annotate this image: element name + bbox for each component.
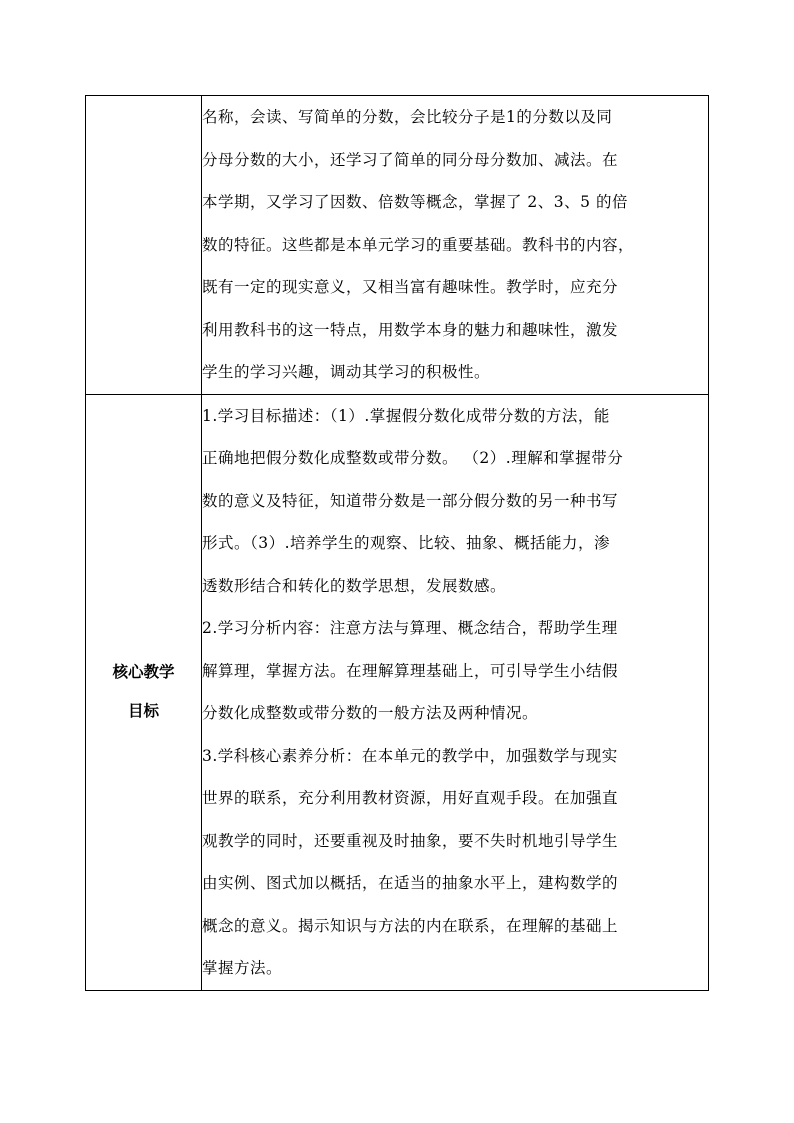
text-line: 既有一定的现实意义，又相当富有趣味性。教学时，应充分 — [202, 278, 619, 296]
text-line: 名称，会读、写简单的分数，会比较分子是1的分数以及同 — [202, 108, 613, 126]
row-label: 核心教学 — [112, 663, 175, 681]
text-line: 由实例、图式加以概括，在适当的抽象水平上，建构数学的 — [202, 874, 619, 892]
text-line: 世界的联系，充分利用教材资源，用好直观手段。在加强直 — [202, 789, 619, 807]
text-line: 分数化成整数或带分数的一般方法及两种情况。 — [202, 704, 539, 722]
row-label: 目标 — [127, 702, 159, 720]
table-row — [86, 394, 709, 990]
text-line: 数的意义及特征，知道带分数是一部分假分数的另一种书写 — [202, 491, 619, 510]
text-line: 2.学习分析内容：注意方法与算理、概念结合，帮助学生理 — [202, 619, 618, 637]
text-line: 掌握方法。 — [202, 959, 283, 977]
text-line: 分母分数的大小，还学习了简单的同分母分数加、减法。在 — [202, 150, 619, 169]
table-row — [86, 96, 709, 395]
text-line: 形式。（3）.培养学生的观察、比较、抽象、概括能力，渗 — [202, 534, 611, 552]
text-line: 正确地把假分数化成整数或带分数。 （2）.理解和掌握带分 — [202, 449, 624, 467]
text-line: 透数形结合和转化的数学思想，发展数感。 — [202, 576, 507, 595]
text-line: 解算理，掌握方法。在理解算理基础上，可引导学生小结假 — [202, 661, 619, 680]
row-content-cell — [202, 96, 709, 395]
row-content-cell — [202, 394, 709, 990]
text-line: 本学期，又学习了因数、倍数等概念，掌握了 2、3、5 的倍 — [202, 193, 628, 211]
text-line: 利用教科书的这一特点，用数学本身的魅力和趣味性，激发 — [202, 320, 619, 339]
text-line: 观教学的同时，还要重视及时抽象，要不失时机地引导学生 — [202, 831, 619, 850]
text-line: 数的特征。这些都是本单元学习的重要基础。教科书的内容， — [202, 235, 635, 254]
text-line: 3.学科核心素养分析：在本单元的教学中，加强数学与现实 — [202, 746, 618, 765]
text-line: 概念的意义。揭示知识与方法的内在联系，在理解的基础上 — [202, 916, 619, 935]
content-paragraph — [202, 96, 708, 394]
content-paragraph — [202, 395, 708, 990]
text-line: 1.学习目标描述：（1）.掌握假分数化成带分数的方法，能 — [202, 406, 610, 425]
text-line: 学生的学习兴趣，调动其学习的积极性。 — [202, 363, 491, 381]
row-label-cell — [86, 96, 202, 395]
lesson-plan-table — [85, 95, 709, 991]
row-label-cell — [86, 394, 202, 990]
